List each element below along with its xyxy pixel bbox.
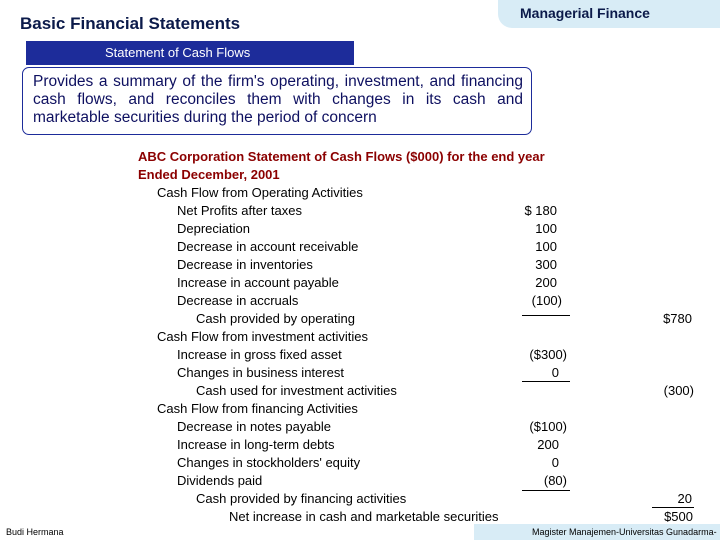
statement-title-line2: Ended December, 2001 — [138, 167, 280, 182]
line-item-label: Depreciation — [177, 221, 250, 236]
operating-total-value: $780 — [663, 311, 692, 326]
line-item-value: 0 — [551, 365, 559, 380]
line-item-label: Decrease in accruals — [177, 293, 299, 308]
financing-total-label: Cash provided by financing activities — [196, 491, 407, 506]
footer-institution: Magister Manajemen-Universitas Gunadarma- — [532, 527, 717, 537]
subtotal-rule — [522, 490, 570, 491]
summary-box — [22, 67, 532, 135]
brand-title: Managerial Finance — [520, 5, 650, 21]
line-item-value: 100 — [535, 221, 557, 236]
line-item-value: (100) — [531, 293, 562, 308]
line-item-value: (80) — [543, 473, 567, 488]
line-item-value: ($100) — [529, 419, 567, 434]
line-item-label: Changes in stockholders' equity — [177, 455, 361, 470]
investment-total-value: (300) — [663, 383, 694, 398]
investment-total-label: Cash used for investment activities — [196, 383, 397, 398]
line-item-label: Increase in account payable — [177, 275, 339, 290]
line-item-value: 300 — [535, 257, 557, 272]
summary-text: Provides a summary of the firm's operating, investment, and financing cash flows, and reconciles them with changes in its cash and marketable securities during the period of concern — [33, 73, 523, 126]
line-item-label: Decrease in account receivable — [177, 239, 359, 254]
operating-total-label: Cash provided by operating — [196, 311, 355, 326]
net-increase-label: Net increase in cash and marketable securities — [229, 509, 499, 524]
subtotal-rule — [522, 381, 570, 382]
financing-heading: Cash Flow from financing Activities — [157, 401, 358, 416]
operating-heading: Cash Flow from Operating Activities — [157, 185, 363, 200]
line-item-label: Net Profits after taxes — [177, 203, 302, 218]
line-item-label: Changes in business interest — [177, 365, 344, 380]
line-item-value: $ 180 — [524, 203, 557, 218]
statement-title-line1: ABC Corporation Statement of Cash Flows ($000) for the end year — [138, 149, 545, 164]
line-item-label: Decrease in notes payable — [177, 419, 331, 434]
line-item-value: 200 — [535, 275, 557, 290]
statement-title — [138, 148, 545, 184]
page-title: Basic Financial Statements — [20, 14, 241, 33]
line-item-label: Increase in gross fixed asset — [177, 347, 342, 362]
line-item-value: 200 — [537, 437, 559, 452]
subtotal-rule — [522, 315, 570, 316]
net-increase-value: $500 — [664, 509, 693, 524]
line-item-label: Increase in long-term debts — [177, 437, 335, 452]
section-label: Statement of Cash Flows — [105, 45, 251, 60]
line-item-value: 0 — [551, 455, 559, 470]
line-item-label: Decrease in inventories — [177, 257, 313, 272]
line-item-value: 100 — [535, 239, 557, 254]
footer-author: Budi Hermana — [6, 527, 64, 537]
line-item-label: Dividends paid — [177, 473, 263, 488]
investment-heading: Cash Flow from investment activities — [157, 329, 368, 344]
line-item-value: ($300) — [529, 347, 567, 362]
financing-total-value: 20 — [677, 491, 692, 506]
